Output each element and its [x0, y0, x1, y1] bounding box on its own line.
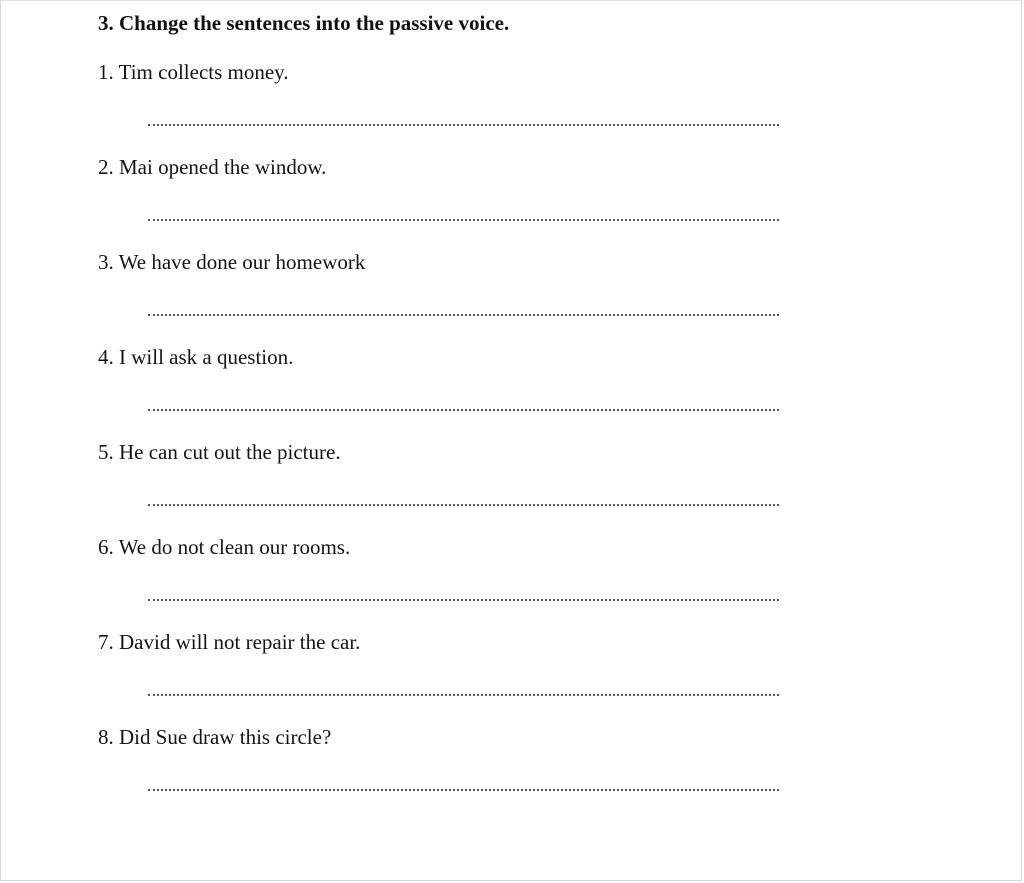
answer-line-7[interactable]: [148, 694, 779, 696]
answer-line-8[interactable]: [148, 789, 779, 791]
answer-line-4[interactable]: [148, 409, 779, 411]
sentence-7: 7. David will not repair the car.: [98, 630, 361, 654]
sentence-3: 3. We have done our homework: [98, 250, 366, 274]
answer-line-5[interactable]: [148, 504, 779, 506]
answer-line-3[interactable]: [148, 314, 779, 316]
sentence-6: 6. We do not clean our rooms.: [98, 535, 351, 559]
sentence-8: 8. Did Sue draw this circle?: [98, 725, 332, 749]
sentence-5: 5. He can cut out the picture.: [98, 440, 341, 464]
sentence-4: 4. I will ask a question.: [98, 345, 294, 369]
answer-line-1[interactable]: [148, 124, 779, 126]
answer-line-6[interactable]: [148, 599, 779, 601]
exercise-title: 3. Change the sentences into the passive voice.: [98, 11, 510, 35]
sentence-1: 1. Tim collects money.: [98, 60, 289, 84]
sentence-2: 2. Mai opened the window.: [98, 155, 327, 179]
answer-line-2[interactable]: [148, 219, 779, 221]
